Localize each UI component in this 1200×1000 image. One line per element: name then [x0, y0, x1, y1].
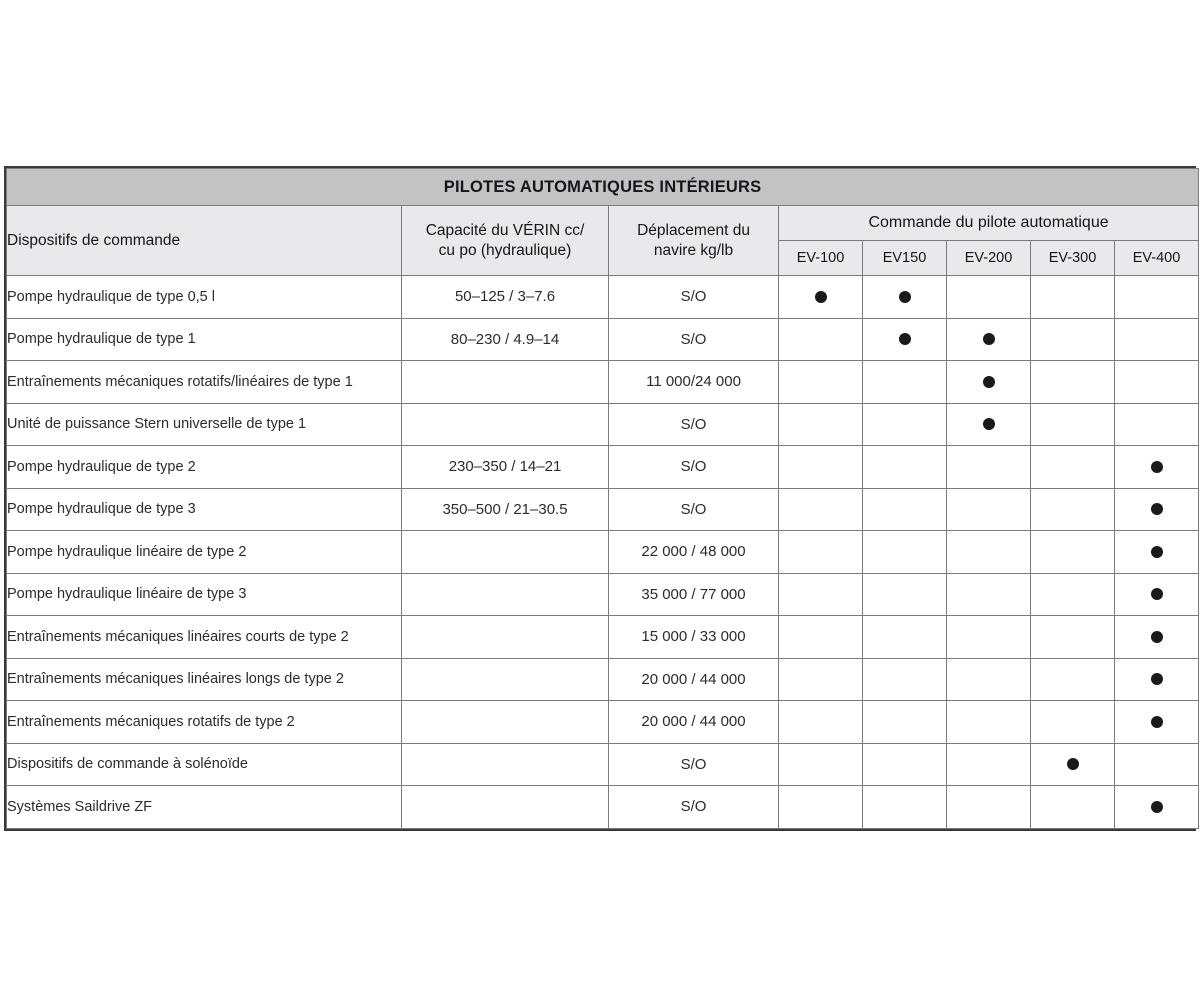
table-row	[7, 531, 1199, 574]
specification-table-container	[4, 166, 1196, 831]
cell-support-ev-300	[1031, 361, 1115, 404]
banner-title: PILOTES AUTOMATIQUES INTÉRIEURS	[443, 177, 762, 196]
supported-dot-icon	[1151, 503, 1163, 515]
cell-support-ev-100	[779, 318, 863, 361]
cell-support-ev-300	[1031, 701, 1115, 744]
supported-dot-icon	[1151, 461, 1163, 473]
cell-capacity: 230–350 / 14–21	[402, 446, 609, 489]
cell-support-ev-300	[1031, 488, 1115, 531]
cell-capacity	[402, 361, 609, 404]
cell-capacity	[402, 573, 609, 616]
cell-support-ev-200	[947, 573, 1031, 616]
supported-dot-icon	[899, 291, 911, 303]
supported-dot-icon	[1151, 801, 1163, 813]
cell-device-name: Entraînements mécaniques linéaires longs de type 2	[7, 658, 402, 701]
cell-support-ev-400	[1115, 276, 1199, 319]
cell-device-name: Systèmes Saildrive ZF	[7, 786, 402, 829]
cell-support-ev-100	[779, 403, 863, 446]
table-header	[7, 169, 1199, 276]
cell-support-ev150	[863, 361, 947, 404]
table-row	[7, 701, 1199, 744]
cell-support-ev-200	[947, 318, 1031, 361]
cell-support-ev150	[863, 658, 947, 701]
cell-displacement: 22 000 / 48 000	[609, 531, 779, 574]
cell-device-name: Entraînements mécaniques linéaires courts de type 2	[7, 616, 402, 659]
cell-displacement: S/O	[609, 403, 779, 446]
cell-support-ev-200	[947, 701, 1031, 744]
cell-support-ev150	[863, 531, 947, 574]
column-header-capacity	[402, 206, 609, 276]
column-header-ev-300: EV-300	[1031, 241, 1115, 276]
column-header-displacement-line2: navire kg/lb	[653, 241, 734, 259]
cell-support-ev-300	[1031, 786, 1115, 829]
cell-support-ev-100	[779, 276, 863, 319]
cell-device-name: Entraînements mécaniques rotatifs de type 2	[7, 701, 402, 744]
cell-capacity: 350–500 / 21–30.5	[402, 488, 609, 531]
cell-support-ev-200	[947, 531, 1031, 574]
supported-dot-icon	[1151, 546, 1163, 558]
cell-displacement: 35 000 / 77 000	[609, 573, 779, 616]
cell-displacement: S/O	[609, 318, 779, 361]
cell-support-ev-400	[1115, 403, 1199, 446]
table-row	[7, 361, 1199, 404]
table-row	[7, 318, 1199, 361]
cell-displacement: 15 000 / 33 000	[609, 616, 779, 659]
table-row	[7, 573, 1199, 616]
cell-support-ev-200	[947, 361, 1031, 404]
cell-capacity	[402, 701, 609, 744]
cell-support-ev150	[863, 276, 947, 319]
cell-support-ev-300	[1031, 403, 1115, 446]
cell-device-name: Pompe hydraulique de type 2	[7, 446, 402, 489]
cell-support-ev-100	[779, 361, 863, 404]
cell-displacement: S/O	[609, 276, 779, 319]
cell-displacement: 20 000 / 44 000	[609, 701, 779, 744]
column-header-ev-150: EV150	[863, 241, 947, 276]
cell-capacity: 50–125 / 3–7.6	[402, 276, 609, 319]
cell-support-ev150	[863, 573, 947, 616]
cell-support-ev-100	[779, 446, 863, 489]
cell-displacement: 11 000/24 000	[609, 361, 779, 404]
table-row	[7, 616, 1199, 659]
column-header-ev-400: EV-400	[1115, 241, 1199, 276]
supported-dot-icon	[1151, 631, 1163, 643]
cell-support-ev-200	[947, 743, 1031, 786]
cell-support-ev-400	[1115, 446, 1199, 489]
column-header-displacement-line1: Déplacement du	[637, 222, 750, 240]
banner-row	[7, 169, 1199, 206]
supported-dot-icon	[983, 418, 995, 430]
cell-support-ev-100	[779, 531, 863, 574]
cell-support-ev-100	[779, 573, 863, 616]
cell-support-ev-200	[947, 616, 1031, 659]
cell-support-ev150	[863, 403, 947, 446]
cell-displacement: S/O	[609, 446, 779, 489]
table-row	[7, 743, 1199, 786]
cell-support-ev-300	[1031, 616, 1115, 659]
column-header-displacement	[609, 206, 779, 276]
cell-support-ev-300	[1031, 743, 1115, 786]
supported-dot-icon	[983, 333, 995, 345]
cell-displacement: S/O	[609, 786, 779, 829]
cell-support-ev-100	[779, 658, 863, 701]
cell-support-ev-100	[779, 488, 863, 531]
cell-support-ev-100	[779, 701, 863, 744]
supported-dot-icon	[1067, 758, 1079, 770]
cell-support-ev-100	[779, 616, 863, 659]
cell-device-name: Pompe hydraulique de type 3	[7, 488, 402, 531]
cell-support-ev-400	[1115, 786, 1199, 829]
cell-displacement: S/O	[609, 488, 779, 531]
cell-support-ev150	[863, 318, 947, 361]
table-row	[7, 446, 1199, 489]
cell-support-ev-300	[1031, 658, 1115, 701]
column-header-ev-100: EV-100	[779, 241, 863, 276]
cell-support-ev150	[863, 786, 947, 829]
cell-support-ev-300	[1031, 446, 1115, 489]
supported-dot-icon	[1151, 588, 1163, 600]
table-body	[7, 276, 1199, 829]
header-row-primary	[7, 206, 1199, 241]
cell-support-ev-200	[947, 488, 1031, 531]
cell-support-ev-400	[1115, 361, 1199, 404]
cell-support-ev-400	[1115, 743, 1199, 786]
cell-device-name: Dispositifs de commande à solénoïde	[7, 743, 402, 786]
cell-support-ev-100	[779, 786, 863, 829]
cell-support-ev-300	[1031, 276, 1115, 319]
supported-dot-icon	[1151, 716, 1163, 728]
cell-capacity: 80–230 / 4.9–14	[402, 318, 609, 361]
supported-dot-icon	[815, 291, 827, 303]
cell-device-name: Pompe hydraulique de type 1	[7, 318, 402, 361]
column-header-name: Dispositifs de commande	[7, 206, 402, 276]
table-row	[7, 488, 1199, 531]
cell-support-ev-400	[1115, 658, 1199, 701]
supported-dot-icon	[899, 333, 911, 345]
cell-capacity	[402, 743, 609, 786]
table-row	[7, 658, 1199, 701]
column-header-capacity-line1: Capacité du VÉRIN cc/	[425, 222, 585, 240]
autopilot-compatibility-table	[6, 168, 1199, 829]
table-row	[7, 276, 1199, 319]
cell-support-ev150	[863, 743, 947, 786]
column-header-group-autopilot-control: Commande du pilote automatique	[779, 206, 1199, 241]
cell-capacity	[402, 658, 609, 701]
cell-support-ev-200	[947, 658, 1031, 701]
cell-capacity	[402, 786, 609, 829]
cell-support-ev-400	[1115, 573, 1199, 616]
cell-device-name: Entraînements mécaniques rotatifs/linéaires de type 1	[7, 361, 402, 404]
column-header-ev-200: EV-200	[947, 241, 1031, 276]
supported-dot-icon	[983, 376, 995, 388]
cell-capacity	[402, 616, 609, 659]
cell-support-ev-400	[1115, 488, 1199, 531]
cell-support-ev-200	[947, 403, 1031, 446]
supported-dot-icon	[1151, 673, 1163, 685]
cell-support-ev150	[863, 488, 947, 531]
cell-device-name: Pompe hydraulique linéaire de type 3	[7, 573, 402, 616]
cell-support-ev-100	[779, 743, 863, 786]
cell-support-ev150	[863, 616, 947, 659]
cell-support-ev-400	[1115, 701, 1199, 744]
cell-support-ev-300	[1031, 318, 1115, 361]
cell-support-ev-300	[1031, 573, 1115, 616]
cell-device-name: Unité de puissance Stern universelle de type 1	[7, 403, 402, 446]
cell-support-ev150	[863, 446, 947, 489]
cell-support-ev-200	[947, 446, 1031, 489]
cell-support-ev-200	[947, 786, 1031, 829]
cell-support-ev150	[863, 701, 947, 744]
cell-device-name: Pompe hydraulique de type 0,5 l	[7, 276, 402, 319]
cell-displacement: S/O	[609, 743, 779, 786]
cell-device-name: Pompe hydraulique linéaire de type 2	[7, 531, 402, 574]
cell-support-ev-300	[1031, 531, 1115, 574]
banner-title-cell	[7, 169, 1199, 206]
cell-displacement: 20 000 / 44 000	[609, 658, 779, 701]
column-header-capacity-line2: cu po (hydraulique)	[438, 241, 572, 259]
cell-capacity	[402, 531, 609, 574]
table-row	[7, 786, 1199, 829]
cell-support-ev-400	[1115, 616, 1199, 659]
cell-capacity	[402, 403, 609, 446]
table-row	[7, 403, 1199, 446]
cell-support-ev-400	[1115, 531, 1199, 574]
cell-support-ev-200	[947, 276, 1031, 319]
cell-support-ev-400	[1115, 318, 1199, 361]
